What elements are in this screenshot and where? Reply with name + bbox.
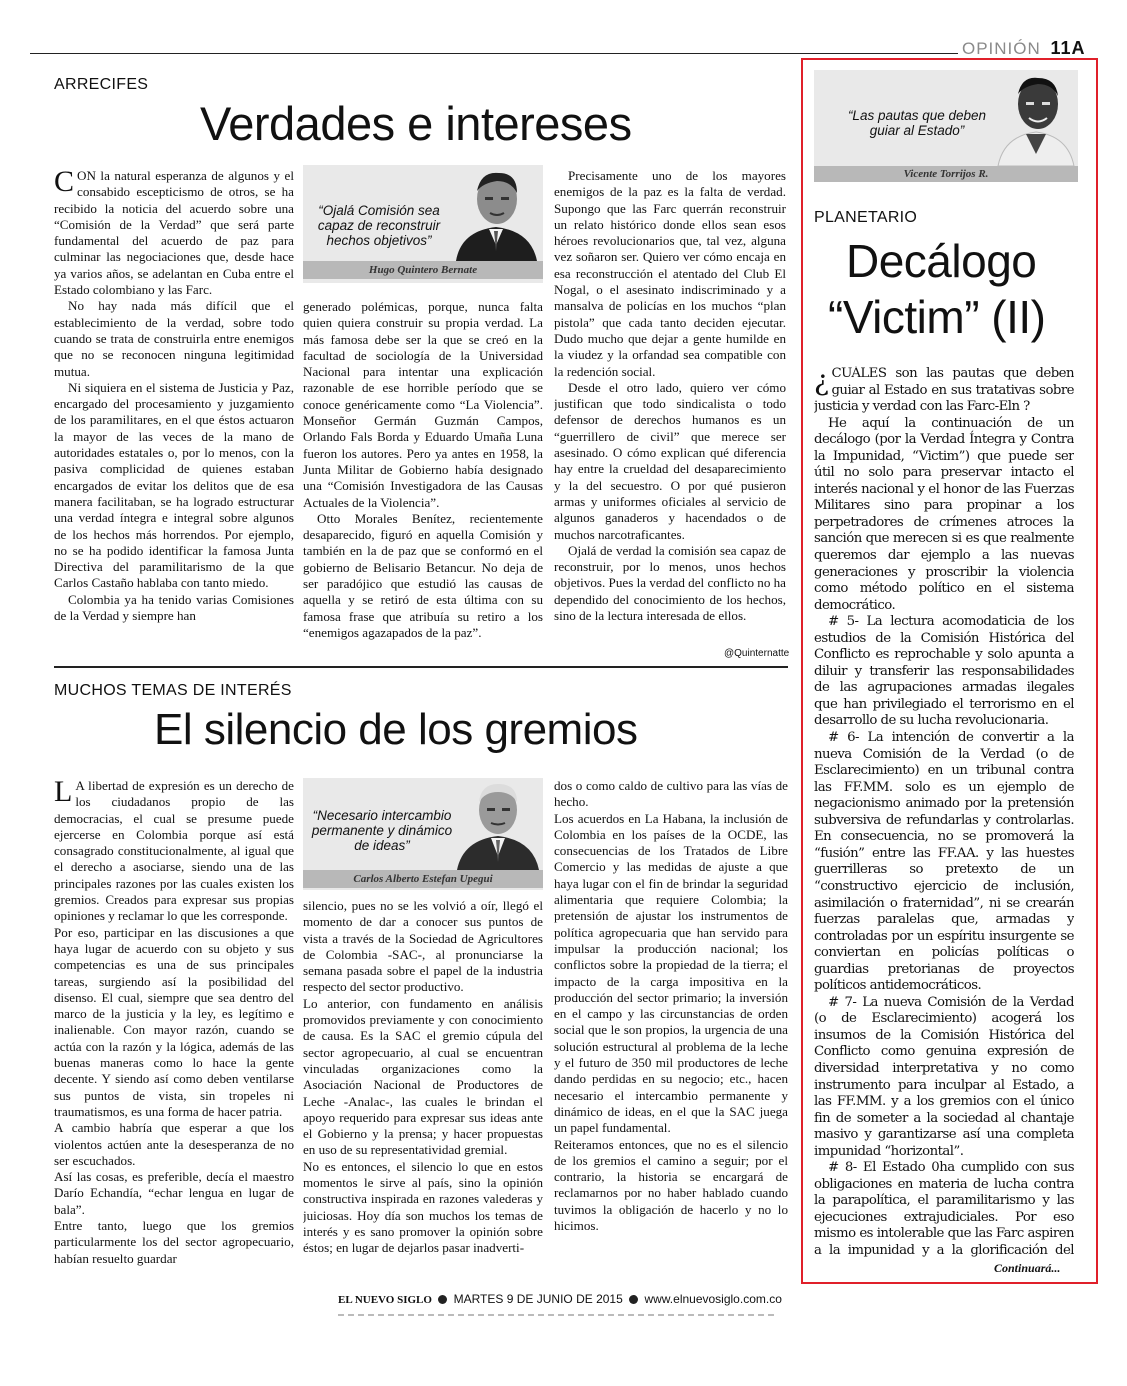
right-title-line1: Decálogo: [846, 235, 1037, 287]
section-header: [962, 38, 1086, 59]
top-pullquote-box: [303, 165, 543, 283]
paragraph: generado polémicas, porque, nunca falta quien quiera construir su propia verdad. La más famosa debe ser la que se creó en la facultad de sociología de la Universidad Nacional para intentar una explicación razonable de ese horrible período que se conoce genéricamente como “La Violencia”. Monseñor Germán Guzmán Campos, Orlando Fals Borda y Eduardo Umaña Luna fueron los autores. Pero ya antes en 1958, la Junta Militar de Gobierno había designado una “Comisión Investigadora de las Causas Actuales de la Violencia”.: [303, 299, 543, 510]
bottom-pullquote-box: [303, 778, 543, 890]
paragraph: ON la natural esperanza de algunos y el consabido escepticismo de otros, se ha recibido la noticia del acuerdo sobre una “Comisión de la Verdad” que será parte fundamental del acuerdo de paz para culminar las negociaciones que, desde hace ya varios años, se adelantan en Cuba entre el Estado colombiano y las Farc.: [54, 168, 294, 298]
bullet-icon: [438, 1295, 447, 1304]
top-col-2: [303, 299, 543, 660]
footer-brand: EL NUEVO SIGLO: [338, 1294, 432, 1306]
footer: [338, 1292, 782, 1306]
paragraph: Así las cosas, es preferible, decía el maestro Darío Echandía, “echar lengua en lugar de bala”.: [54, 1169, 294, 1217]
footer-url[interactable]: www.elnuevosiglo.com.co: [644, 1292, 782, 1306]
paragraph: Por eso, participar en las discusiones a que haya lugar de acuerdo con su objeto y sus competencias es una de sus principales tareas, surgiendo así la posibilidad del disenso. El cual, siempre que sea dentro del marco de la justicia y la ley, es legítimo e inalienable. Con mayor razón, cuando se actúa con la razón y la lógica, además de las buenas maneras como lo hace la gente decente. Y siendo así como deben ventilarse sus puntos de vista, sin tropeles ni traumatismos, es una forma de hacer patria.: [54, 924, 294, 1119]
top-col-3: [554, 168, 786, 646]
right-pullquote-box: [814, 70, 1078, 182]
author-photo: [996, 70, 1076, 166]
header-rule: [30, 53, 958, 54]
section-name: OPINIÓN: [962, 39, 1041, 58]
author-signature: @Quinternatte: [724, 648, 790, 659]
author-name: Hugo Quintero Bernate: [303, 261, 543, 279]
bottom-col-1: [54, 778, 294, 1278]
footer-noise-line: [338, 1314, 778, 1316]
footer-date: MARTES 9 DE JUNIO DE 2015: [453, 1292, 623, 1306]
paragraph: Lo anterior, con fundamento en análisis promovidos previamente y con conocimiento de causa. Es la SAC el gremio cúpula del sector agropecuario, al cual se encuentran vinculadas organizaciones como la Asociación Nacional de Productores de Leche -Analac-, las cuales le brindan el apoyo requerido para expresar sus ideas ante el Gobierno y la prensa; y hacer propuestas en uso de su representatividad gremial.: [303, 995, 543, 1158]
continued-note: Continuará...: [994, 1261, 1061, 1275]
bullet-icon: [629, 1295, 638, 1304]
paragraph: # 6- La intención de convertir a la nueva Comisión de la Verdad (o de Esclarecimiento) en un tribunal contra las FF.MM. solo es un ejemplo de negacionismo animado por la pretensión subversiva de refundarlas y controlarlas. En consecuencia, no se promoverá la “fusión” entre las FF.AA. y las huestes guerrilleras so pretexto de un “constructivo ejercicio de inclusión, asimilación o fraternidad”, ni se crearán fuerzas paralelas que, armadas y controladas por un espíritu insurgente se conviertan en policías políticas o guardias pretorianas de proyectos políticos antidemocráticos.: [814, 730, 1074, 994]
author-name: Vicente Torrijos R.: [814, 166, 1078, 182]
drop-cap: ¿: [814, 366, 829, 397]
bottom-col-2: [303, 898, 543, 1278]
paragraph: Reiteramos entonces, que no es el silencio de los gremios el camino a seguir; por el contrario, la historia se encargará de reclamarnos por no haber hablado cuando tuvimos la obligación de hacerlo y no lo hicimos.: [554, 1136, 788, 1234]
paragraph: Entre tanto, luego que los gremios particularmente los del sector agropecuario, habían resuelto guardar: [54, 1218, 294, 1266]
paragraph: Colombia ya ha tenido varias Comisiones de la Verdad y siempre han: [54, 591, 294, 624]
top-article-title: Verdades e intereses: [200, 97, 632, 150]
paragraph: silencio, pues no se les volvió a oír, llegó el momento de dar a conocer sus puntos de vista a través de la Sociedad de Agricultores de Colombia -SAC-, al pronunciarse la semana pasada sobre el papel de la industria respecto del sector productivo.: [303, 898, 543, 995]
bottom-section-label: MUCHOS TEMAS DE INTERÉS: [54, 682, 292, 699]
paragraph: Los acuerdos en La Habana, la inclusión de Colombia en los países de la OCDE, las consecuencias de los Tratados de Libre Comercio y las medidas de ajuste a que haya lugar con el fin de brindar la seguridad alimentaria que requiere Colombia; la pretensión de ajustar los instrumentos de política agropecuaria que han servido para impulsar la producción nacional; los conflictos sobre la propiedad de la tierra; el impacto de la carga impositiva en la producción del sector primario; la inversión en el campo y las circunstancias de orden social que le son propios, la urgencia de una solución estructural al problema de la leche y el futuro de 350 mil productores de leche dando perdidas en su negocio; etc., hacen necesario el intercambio permanente y dinámico de ideas, en el que la SAC juega un papel fundamental.: [554, 810, 788, 1136]
author-photo: [451, 165, 541, 261]
paragraph: Ni siquiera en el sistema de Justicia y Paz, encargado del procesamiento y juzgamiento de los paramilitares, en el que éstos actuaron la mayor de las veces de la mano de autoridades estatales o, por lo menos, con la pasiva complicidad de quienes estaban encargados de evitar los delitos que de esa manera facilitaban, se ha logrado estructurar una verdad íntegra e integral sobre algunos de los hechos más horrendos. Por ejemplo, no se ha podido identificar la famosa Junta Directiva del paramilitarismo de la que Carlos Castaño hablaba con tanto miedo.: [54, 379, 294, 591]
paragraph: A cambio habría que esperar a que los violentos actúen ante la desesperanza de no ser escuchados.: [54, 1120, 294, 1168]
paragraph: A libertad de expresión es un derecho de los ciudadanos propio de las democracias, el cual se presume puede ejercerse en Colombia porque así está consagrado constitucionalmente, al igual que el derecho a asociarse, siendo una de las principales razones por las cuales existen los gremios. Creados para expresar sus propias opiniones y reclamar lo que les corresponde.: [54, 778, 294, 924]
bottom-article-title: El silencio de los gremios: [154, 705, 638, 754]
pullquote-text: “Ojalá Comisión sea capaz de reconstruir hechos objetivos”: [317, 203, 441, 248]
pullquote-text: “Las pautas que deben guiar al Estado”: [847, 108, 987, 138]
pullquote-text: “Necesario intercambio permanente y dinámico de ideas”: [311, 808, 453, 853]
paragraph: # 8- El Estado 0ha cumplido con sus obligaciones en materia de lucha contra la parapolítica, el paramilitarismo y las ejecuciones extrajudiciales. Por eso mismo es intolerable que las Farc aspiren a la impunidad y a la glorificación del: [814, 1160, 1074, 1258]
paragraph: Desde el otro lado, quiero ver cómo justifican que todo sindicalista o todo defensor de derechos humanos es un “guerrillero de civil” que merece ser asesinado. O cómo explican qué diferencia hay entre la crueldad del desaparecimiento y la del secuestro. O por qué pusieron armas y uniformes oficiales al servicio de algunos ganaderos y hacendados o de muchos narcotraficantes.: [554, 379, 786, 542]
right-title-line2: “Victim” (II): [828, 291, 1046, 343]
paragraph: Otto Morales Benítez, recientemente desaparecido, figuró en aquella Comisión y también en la de paz que se conformó en el gobierno de Belisario Betancur. No deja de ser paradójico que estudió las causas de aquella y se retiró de esta última con su famosa frase que atribuía su retiro a los “enemigos agazapados de la paz”.: [303, 510, 543, 640]
right-body: [814, 366, 1074, 1258]
top-col-1: [54, 168, 294, 660]
mid-rule: [54, 666, 788, 668]
page-number: 11A: [1050, 38, 1086, 58]
right-section-label: PLANETARIO: [814, 209, 918, 226]
drop-cap: C: [54, 168, 75, 198]
paragraph: He aquí la continuación de un decálogo (por la Verdad Íntegra y Contra la Impunidad, “Victim”) que puede ser útil no solo para preservar intacto el interés nacional y el honor de las Fuerzas Militares sino para propinar a los perpetradores de crímenes atroces la sanción que merecen si es que realmente queremos dar ejemplo a las nuevas generaciones y proscribir la violencia como método político en el sistema democrático.: [814, 415, 1074, 613]
paragraph: Ojalá de verdad la comisión sea capaz de reconstruir, por lo menos, unos hechos objetivos. Pues la verdad del conflicto no ha dependido del conocimiento de los hechos, sino de la lectura interesada de ellos.: [554, 542, 786, 624]
paragraph: No hay nada más difícil que el establecimiento de la verdad, sobre todo cuando se trata de construirla entre enemigos que no se reconocen ninguna legitimidad mutua.: [54, 298, 294, 379]
author-name: Carlos Alberto Estefan Upegui: [303, 870, 543, 888]
paragraph: No es entonces, el silencio lo que en estos momentos le sirve al país, sino la opinión constructiva inspirada en razones valederas y juiciosas. Hoy día son muchos los temas de interés y es sano promover la opinión sobre éstos; en lugar de dejarlos pasar inadverti-: [303, 1158, 543, 1256]
top-section-label: ARRECIFES: [54, 76, 149, 93]
paragraph: # 5- La lectura acomodaticia de los estudios de la Comisión Histórica del Conflicto es reprochable y solo apunta a diluir y transferir las responsabilidades de las agrupaciones armadas ilegales que han privilegiado el terrorismo en el desarrollo de su lucha revolucionaria.: [814, 614, 1074, 729]
paragraph: dos o como caldo de cultivo para las vías de hecho.: [554, 778, 788, 810]
paragraph: Precisamente uno de los mayores enemigos de la paz es la falta de verdad. Supongo que las Farc querrán reconstruir un relato histórico donde ellos sean esos héroes revolucionarios que, tal vez, alguna vez soñaron ser. Quiero ver cómo encaja en esa reconstrucción el atentado del Club El Nogal, o el asesinato indiscriminado y a mansalva de policías en los muchos “plan pistola” que cada tanto deciden ejecutar. Dudo mucho que dejar a gente humilde en la viudez y la orfandad sea compatible con la redención social.: [554, 168, 786, 379]
paragraph: # 7- La nueva Comisión de la Verdad (o de Esclarecimiento) acogerá los insumos de la Comisión Histórica del Conflicto como genuina expresión de diversidad interpretativa y no como instrumento para inculpar al Estado, a las FF.MM. y a los gremios con el único fin de someter a la sociedad al chantaje masivo y garantizarse así una completa impunidad “horizontal”.: [814, 994, 1074, 1159]
paragraph: CUÁLES son las pautas que deben guiar al Estado en sus tratativas sobre justicia y verdad con las Farc-Eln ?: [814, 366, 1074, 415]
bottom-col-3: [554, 778, 788, 1278]
drop-cap: L: [54, 778, 73, 808]
author-photo: [455, 778, 541, 870]
